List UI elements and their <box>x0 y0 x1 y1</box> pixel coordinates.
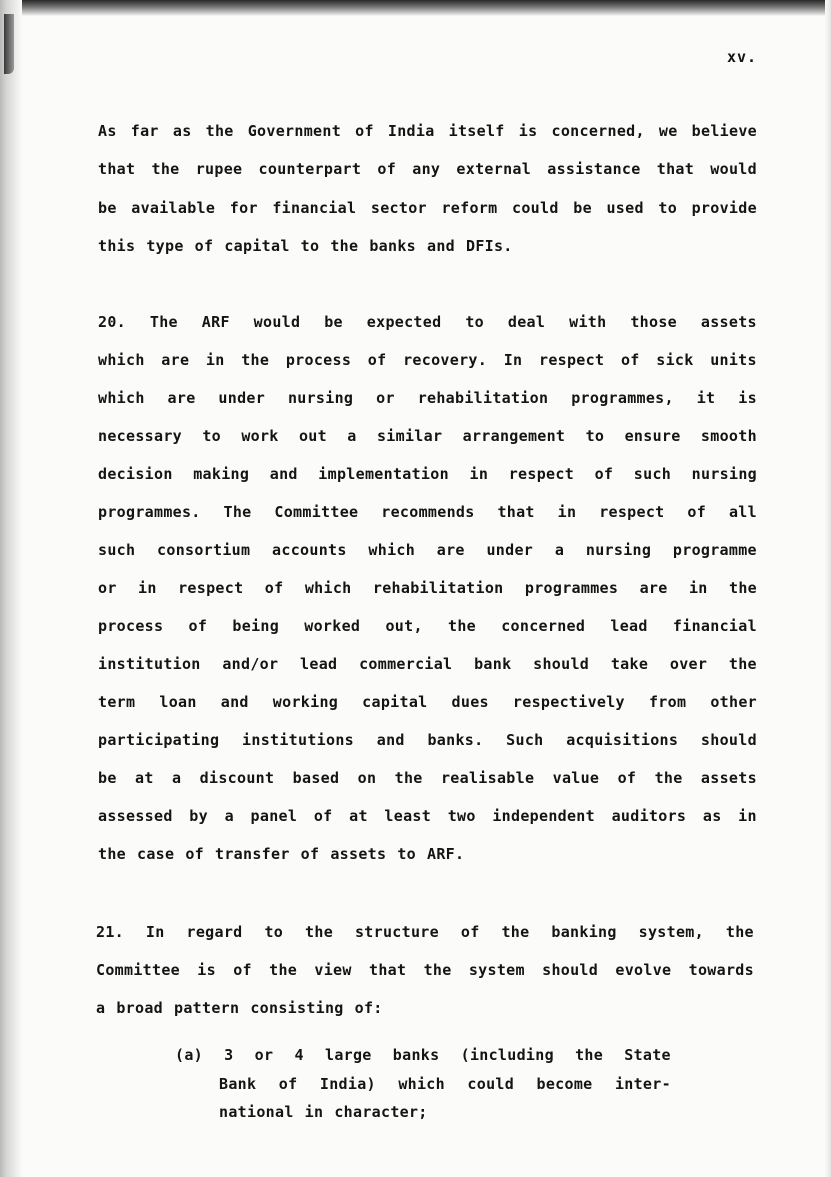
text-line <box>98 617 757 635</box>
word: the <box>725 923 754 941</box>
text-line <box>98 199 757 217</box>
word: be <box>98 199 117 217</box>
word: in <box>738 807 757 825</box>
word: respect <box>538 351 605 369</box>
word: making <box>193 465 250 483</box>
word: to <box>397 845 416 863</box>
word: as <box>702 807 722 825</box>
word: discount <box>199 769 275 787</box>
page-number: xv. <box>727 48 758 66</box>
word: system, <box>638 923 704 941</box>
word: used <box>606 199 644 217</box>
word: institutions <box>242 731 355 749</box>
word: programmes <box>524 579 619 597</box>
text-line <box>219 1103 671 1121</box>
text-line <box>219 1075 671 1093</box>
word: State <box>624 1046 671 1064</box>
text-line <box>98 807 757 825</box>
word: of <box>185 845 204 863</box>
word: commercial <box>359 655 453 673</box>
word: are <box>167 389 196 407</box>
text-line <box>98 579 757 597</box>
word: the <box>654 769 683 787</box>
word: programme <box>672 541 757 559</box>
word: (including <box>460 1046 554 1064</box>
word: of <box>687 503 707 521</box>
text-line <box>98 389 757 407</box>
word: become <box>536 1075 593 1093</box>
word: of <box>264 579 284 597</box>
word: accounts <box>272 541 347 559</box>
word: and <box>269 465 298 483</box>
word: 4 <box>294 1046 304 1064</box>
word: be <box>324 313 343 331</box>
word: deal <box>507 313 546 331</box>
text-line <box>98 731 757 749</box>
word: recommends <box>381 503 475 521</box>
word: type <box>146 237 184 255</box>
word: assets <box>330 845 387 863</box>
scan-right-edge <box>825 0 831 1177</box>
word: to <box>300 237 320 255</box>
word: such <box>633 465 672 483</box>
word: take <box>610 655 649 673</box>
word: India) <box>319 1075 376 1093</box>
word: Government <box>247 122 342 140</box>
word: on <box>357 769 377 787</box>
word: which <box>368 541 416 559</box>
word: itself <box>448 122 505 140</box>
text-line <box>96 923 754 941</box>
word: panel <box>250 807 298 825</box>
word: Such <box>506 731 544 749</box>
word: broad <box>116 999 163 1017</box>
word: by <box>189 807 208 825</box>
word: over <box>669 655 708 673</box>
word: banks. <box>427 731 484 749</box>
word: provide <box>691 199 757 217</box>
text-line <box>98 693 757 711</box>
word: which <box>98 351 145 369</box>
word: out, <box>385 617 423 635</box>
scan-left-edge <box>0 0 22 1177</box>
word: that <box>368 961 407 979</box>
word: The <box>149 313 178 331</box>
word: at <box>349 807 368 825</box>
word: least <box>384 807 432 825</box>
word: to <box>264 923 284 941</box>
word: out <box>298 427 327 445</box>
word: of <box>367 351 387 369</box>
word: rupee <box>195 160 243 178</box>
word: to <box>585 427 605 445</box>
word: bank <box>474 655 512 673</box>
word: concerned, <box>551 122 645 140</box>
word: system <box>468 961 525 979</box>
word: should <box>542 961 599 979</box>
word: the <box>448 617 476 635</box>
word: a <box>224 807 234 825</box>
word: under <box>486 541 534 559</box>
word: as <box>172 122 192 140</box>
word: far <box>130 122 159 140</box>
word: the <box>728 655 757 673</box>
word: rehabilitation <box>372 579 504 597</box>
text-line <box>175 1046 671 1064</box>
word: towards <box>688 961 754 979</box>
word: units <box>710 351 757 369</box>
word: the <box>423 961 452 979</box>
word: should <box>700 731 757 749</box>
word: nursing <box>585 541 652 559</box>
word: character; <box>334 1103 428 1121</box>
word: lead <box>300 655 338 673</box>
word: loan <box>159 693 197 711</box>
word: dues <box>451 693 489 711</box>
word: in <box>138 579 157 597</box>
word: any <box>412 160 441 178</box>
word: inter- <box>614 1075 671 1093</box>
word: a <box>554 541 565 559</box>
word: India <box>387 122 435 140</box>
word: case <box>137 845 175 863</box>
word: similar <box>376 427 443 445</box>
word: necessary <box>98 427 182 445</box>
word: and <box>220 693 249 711</box>
word: are <box>639 579 668 597</box>
scan-top-edge <box>0 0 831 16</box>
word: regard <box>186 923 243 941</box>
word: could <box>467 1075 515 1093</box>
word: nursing <box>287 389 354 407</box>
word: respectively <box>512 693 625 711</box>
word: the <box>205 122 234 140</box>
word: we <box>658 122 678 140</box>
word: those <box>630 313 677 331</box>
word: to <box>658 199 678 217</box>
text-line <box>98 541 757 559</box>
word: nursing <box>691 465 757 483</box>
word: being <box>232 617 280 635</box>
word: believe <box>691 122 757 140</box>
word: ensure <box>624 427 681 445</box>
word: such <box>98 541 136 559</box>
word: banking <box>551 923 617 941</box>
word: the <box>575 1046 604 1064</box>
word: smooth <box>700 427 757 445</box>
word: financial <box>272 199 357 217</box>
word: of <box>313 807 333 825</box>
word: financial <box>672 617 757 635</box>
word: or <box>376 389 395 407</box>
word: reform <box>441 199 498 217</box>
word: national <box>219 1103 294 1121</box>
word: are <box>161 351 190 369</box>
word: assets <box>700 313 757 331</box>
word: recovery. <box>403 351 488 369</box>
word: of <box>594 465 614 483</box>
word: would <box>253 313 301 331</box>
word: acquisitions <box>566 731 679 749</box>
word: realisable <box>440 769 535 787</box>
word: and/or <box>222 655 279 673</box>
word: of <box>617 769 637 787</box>
word: under <box>218 389 266 407</box>
word: of <box>194 237 214 255</box>
word: capital <box>224 237 290 255</box>
word: capital <box>362 693 428 711</box>
word: a <box>96 999 106 1017</box>
text-line <box>98 313 757 331</box>
word: The <box>223 503 252 521</box>
word: value <box>552 769 600 787</box>
word: transfer <box>215 845 290 863</box>
word: independent <box>492 807 595 825</box>
word: the <box>98 845 126 863</box>
word: of: <box>354 999 383 1017</box>
word: it <box>696 389 716 407</box>
word: Bank <box>219 1075 257 1093</box>
word: lead <box>610 617 648 635</box>
word: the <box>501 923 530 941</box>
word: 20. <box>98 313 126 331</box>
word: of <box>355 122 374 140</box>
text-line <box>96 961 754 979</box>
word: 3 <box>224 1046 234 1064</box>
word: decision <box>98 465 173 483</box>
word: are <box>436 541 465 559</box>
word: of <box>620 351 640 369</box>
word: that <box>656 160 695 178</box>
word: institution <box>98 655 201 673</box>
word: which <box>304 579 352 597</box>
word: large <box>324 1046 372 1064</box>
text-line <box>98 427 757 445</box>
word: in <box>469 465 489 483</box>
word: consisting <box>250 999 344 1017</box>
word: counterpart <box>258 160 362 178</box>
word: banks <box>369 237 416 255</box>
word: assets <box>700 769 757 787</box>
word: or <box>254 1046 274 1064</box>
word: the <box>729 579 757 597</box>
word: ARF <box>201 313 230 331</box>
word: in <box>304 1103 324 1121</box>
word: the <box>151 160 180 178</box>
text-line <box>98 237 757 255</box>
word: this <box>98 237 136 255</box>
word: based <box>292 769 340 787</box>
word: As <box>98 122 117 140</box>
word: of <box>460 923 480 941</box>
word: is <box>738 389 757 407</box>
text-line <box>98 769 757 787</box>
text-line <box>98 655 757 673</box>
word: of <box>278 1075 298 1093</box>
word: banks <box>392 1046 440 1064</box>
word: a <box>347 427 357 445</box>
word: arrangement <box>462 427 566 445</box>
word: assistance <box>547 160 641 178</box>
word: that <box>497 503 535 521</box>
word: In <box>145 923 165 941</box>
word: DFIs. <box>465 237 513 255</box>
word: (a) <box>175 1046 203 1064</box>
word: of <box>300 845 320 863</box>
word: should <box>533 655 590 673</box>
text-line <box>98 351 757 369</box>
word: evolve <box>615 961 672 979</box>
word: Committee <box>96 961 180 979</box>
word: sector <box>370 199 427 217</box>
word: would <box>710 160 757 178</box>
word: the <box>241 351 270 369</box>
word: expected <box>366 313 442 331</box>
word: to <box>465 313 484 331</box>
word: which <box>98 389 145 407</box>
word: the <box>269 961 298 979</box>
text-line <box>98 160 757 178</box>
word: external <box>456 160 532 178</box>
word: a <box>172 769 182 787</box>
word: implementation <box>318 465 449 483</box>
word: all <box>728 503 757 521</box>
text-line <box>98 503 757 521</box>
word: and <box>426 237 455 255</box>
word: of <box>188 617 208 635</box>
word: from <box>648 693 687 711</box>
word: 21. <box>96 923 124 941</box>
word: and <box>376 731 405 749</box>
word: consortium <box>157 541 251 559</box>
word: available <box>131 199 216 217</box>
text-line <box>98 122 757 140</box>
word: work <box>241 427 279 445</box>
word: of <box>233 961 252 979</box>
text-line <box>98 845 757 863</box>
word: In <box>503 351 523 369</box>
word: or <box>98 579 117 597</box>
word: which <box>398 1075 445 1093</box>
word: rehabilitation <box>417 389 549 407</box>
scan-corner-shadow <box>4 14 14 74</box>
word: structure <box>354 923 439 941</box>
word: two <box>447 807 476 825</box>
word: term <box>98 693 136 711</box>
word: in <box>205 351 225 369</box>
word: that <box>98 160 136 178</box>
word: assessed <box>98 807 173 825</box>
word: pattern <box>174 999 240 1017</box>
word: the <box>305 923 334 941</box>
word: respect <box>178 579 244 597</box>
word: be <box>573 199 592 217</box>
word: view <box>314 961 352 979</box>
word: Committee <box>274 503 359 521</box>
word: process <box>285 351 352 369</box>
word: programmes, <box>571 389 674 407</box>
word: process <box>98 617 164 635</box>
word: participating <box>98 731 220 749</box>
word: in <box>557 503 577 521</box>
word: of <box>377 160 397 178</box>
word: ARF. <box>427 845 465 863</box>
word: in <box>688 579 708 597</box>
word: other <box>710 693 757 711</box>
word: sick <box>656 351 694 369</box>
word: to <box>202 427 221 445</box>
word: concerned <box>501 617 586 635</box>
text-line <box>96 999 754 1017</box>
word: the <box>330 237 359 255</box>
word: the <box>394 769 423 787</box>
word: is <box>197 961 216 979</box>
word: could <box>512 199 559 217</box>
word: with <box>569 313 607 331</box>
word: at <box>135 769 154 787</box>
word: working <box>272 693 339 711</box>
word: is <box>518 122 538 140</box>
word: programmes. <box>98 503 201 521</box>
word: be <box>98 769 117 787</box>
text-line <box>98 465 757 483</box>
word: respect <box>508 465 575 483</box>
word: for <box>229 199 258 217</box>
word: auditors <box>611 807 687 825</box>
word: respect <box>599 503 665 521</box>
word: worked <box>304 617 361 635</box>
